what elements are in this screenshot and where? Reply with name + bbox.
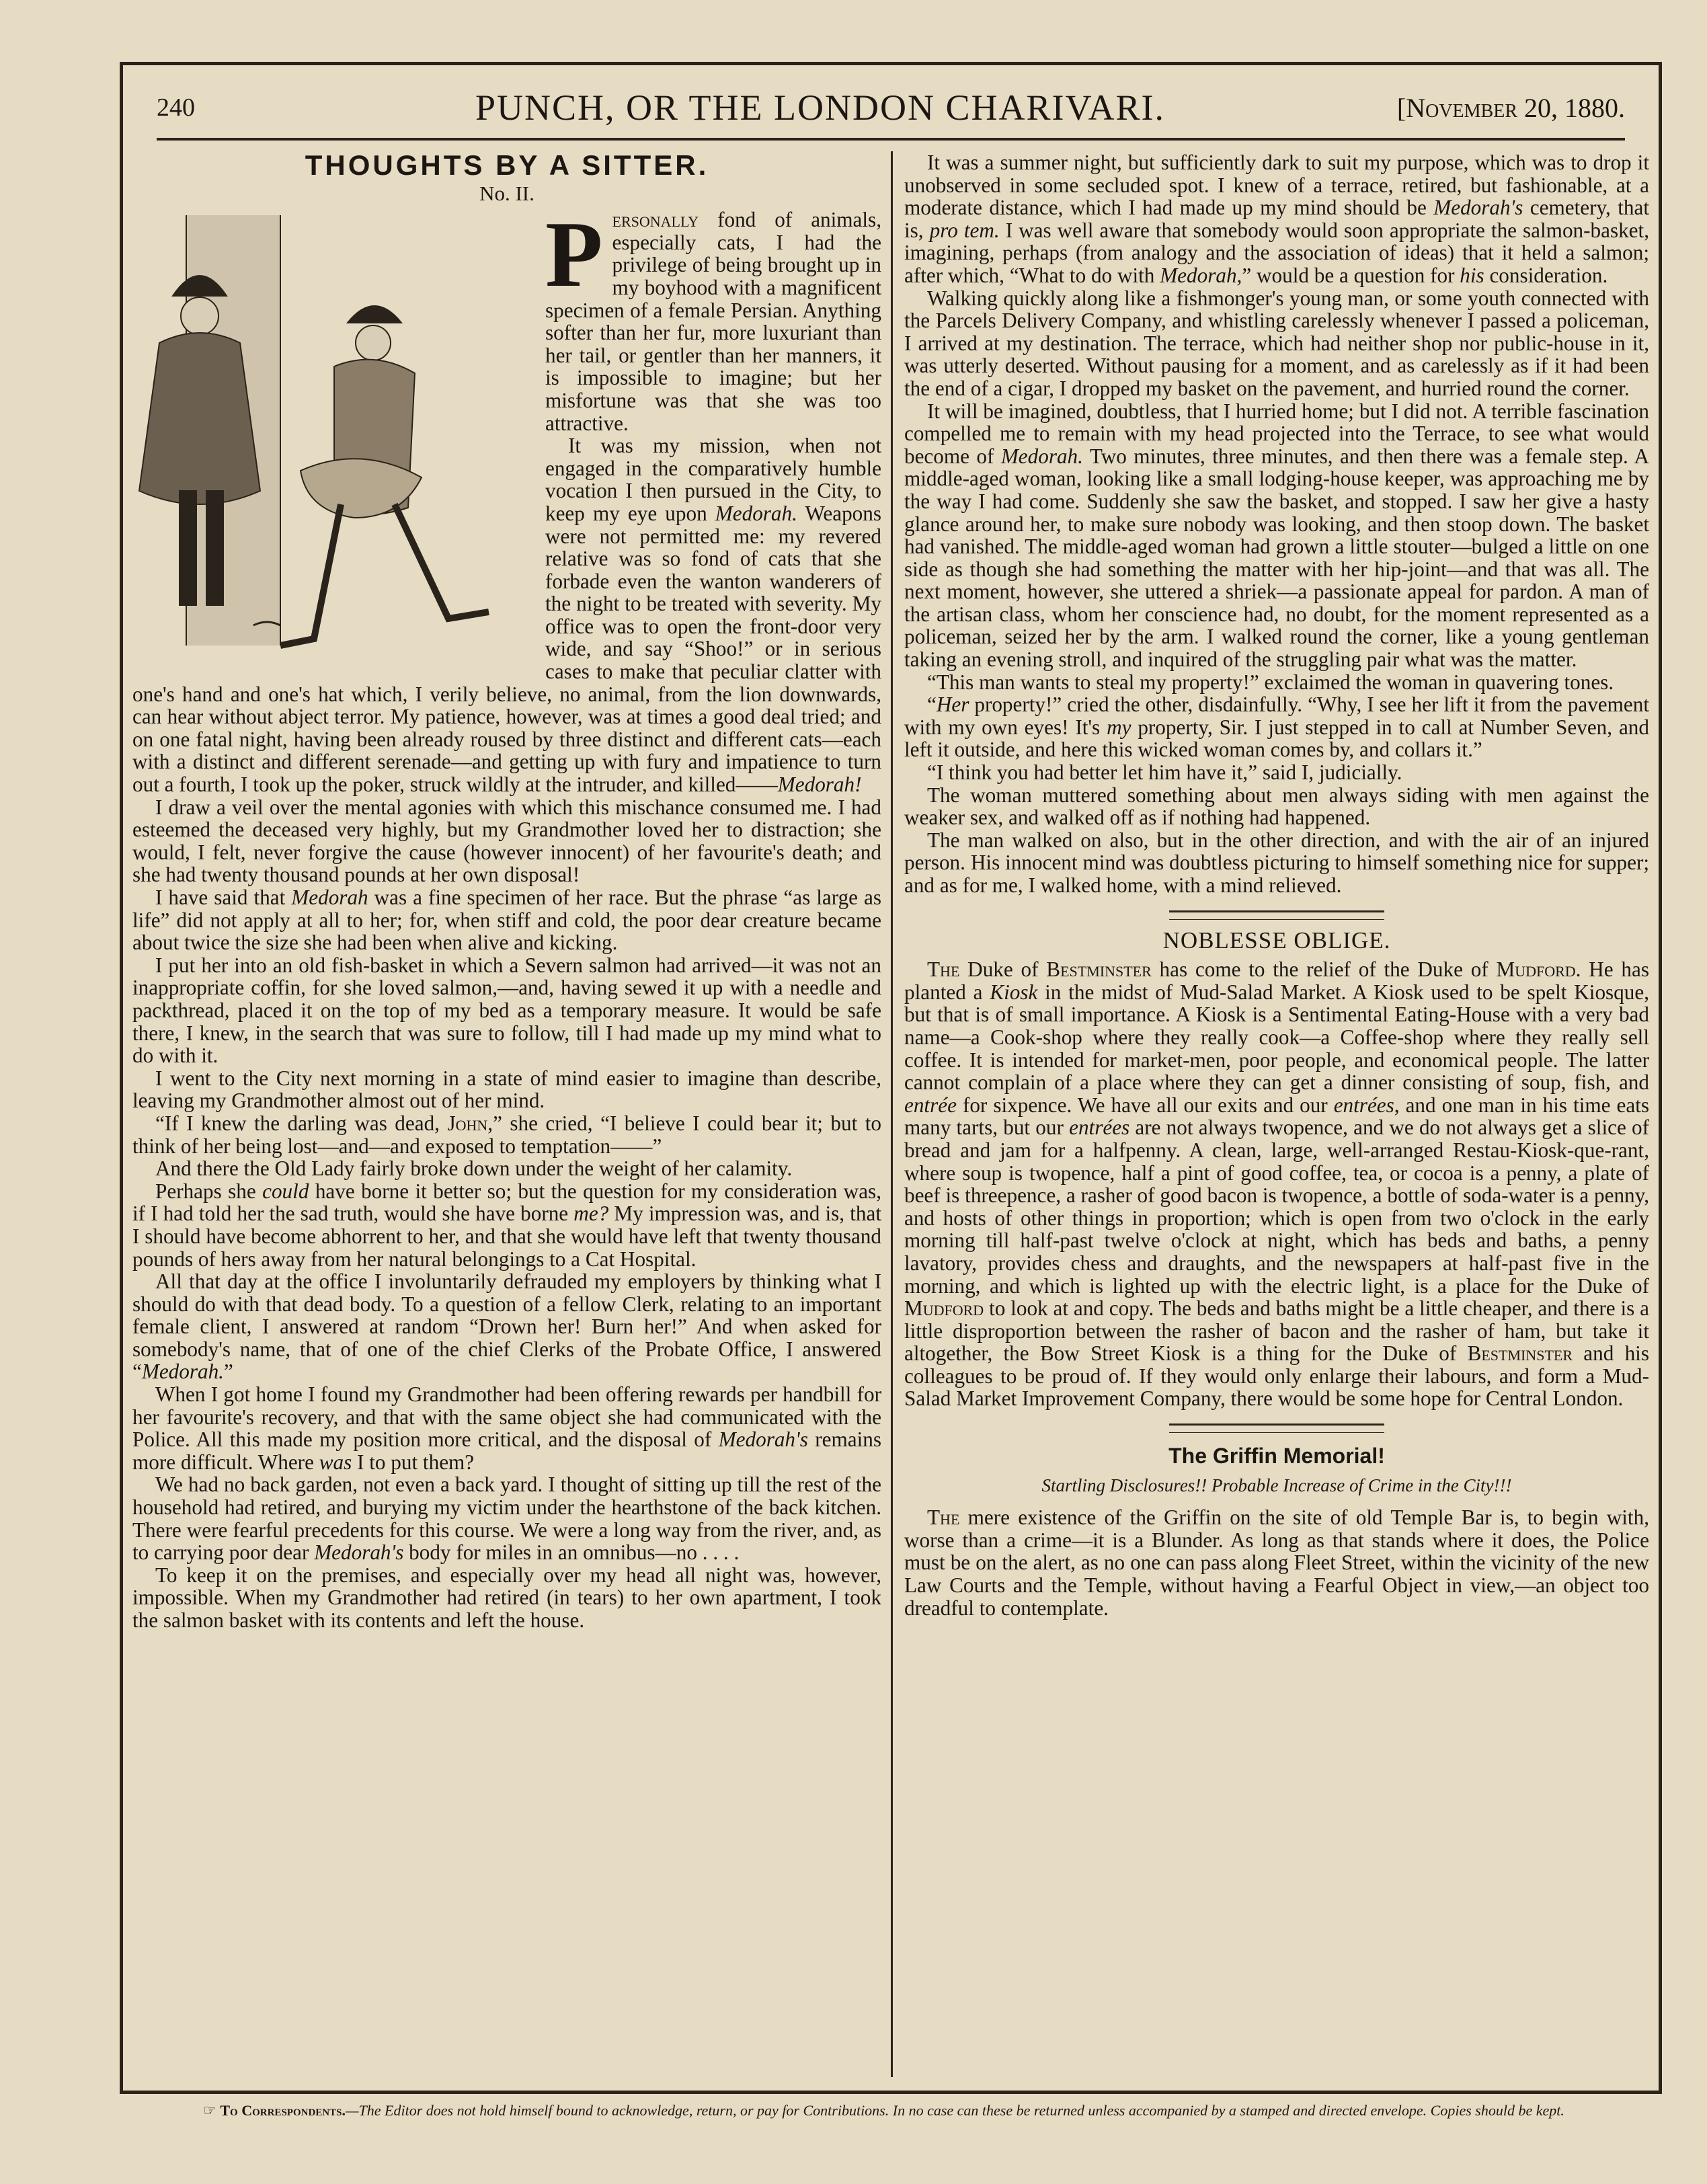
footer-notice [134,2102,1633,2119]
page-header [157,77,1625,141]
paragraph: All that day at the office I involuntarily defrauded my employers by thinking what I should do with that dead body. To a question of a fellow Clerk, relating to an important female client, I answered at random “Drown her! Burn her!” And when asked for somebody's name, that of one of the chief Clerks of the Probate Office, I answered “Medorah.” [132,1270,881,1384]
paragraph: It was a summer night, but sufficiently dark to suit my purpose, which was to drop it unobserved in some secluded spot. I knew of a terrace, retired, but fashionable, at a moderate distance, which I had made up my mind should be Medorah's cemetery, that is, pro tem. I was well aware that somebody would soon appropriate the salmon-basket, imagining, perhaps (from analogy and the association of ideas) that it held a salmon; after which, “What to do with Medorah,” would be a question for his consideration. [904,151,1649,287]
article-title: NOBLESSE OBLIGE. [1162,927,1391,953]
masthead-title: PUNCH, OR THE LONDON CHARIVARI. [475,87,1166,128]
paragraph: It was my mission, when not engaged in the comparatively humble vocation I then pursued in the City, to keep my eye upon Medorah. Weapons were not permitted me: my revered relative was so fond of cats that she forbade even the wanton wanderers of the night to be treated with severity. My office was to open the front-door very wide, and say “Shoo!” or in serious cases to make that peculiar clatter with one's hand and one's hat which, I verily believe, no animal, from the lion downwards, can hear without abject terror. My patience, however, was at times a good deal tried; and on one fatal night, having been already roused by three distinct and different cats—each with a distinct and different serenade—and getting up with fury and impatience to turn out a fourth, I took up the poker, struck wildly at the intruder, and killed——Medorah! [132,434,881,797]
paragraph: It will be imagined, doubtless, that I hurried home; but I did not. A terrible fascination compelled me to remain with my head projected into the Terrace, to see what would become of Medorah. Two minutes, three minutes, and then there was a female step. A middle-aged woman, looking like a small lodging-house keeper, was approaching me by the way I had come. Suddenly she saw the basket, and stopped. I saw her give a hasty glance around her, to make sure nobody was looking, and then stoop down. The basket had vanished. The middle-aged woman had grown a little stouter—bulged a little on one side as though she had something the matter with her hip-joint—and that was all. The next moment, however, she uttered a shriek—a passionate appeal for pardon. A man of the artisan class, whom her conscience had, no doubt, for the moment represented as a policeman, seized her by the arm. I walked round the corner, like a young gentleman taking an evening stroll, and inquired of the struggling pair what was the matter. [904,399,1649,672]
paragraph: The man walked on also, but in the other direction, and with the air of an injured person. His innocent mind was doubtless picturing to himself something nice for supper; and as for me, I walked home, with a mind relieved. [904,828,1649,897]
footer-lead: To Correspondents. [220,2102,346,2119]
paragraph: And there the Old Lady fairly broke down under the weight of her calamity. [155,1157,793,1181]
paragraph: The Duke of Bestminster has come to the relief of the Duke of Mudford. He has planted a Kiosk in the midst of Mud-Salad Market. A Kiosk used to be spelt Kiosque, but that is of small importance. A Kiosk is a Sentimental Eating-House with a very bad name—a Cook-shop where they really cook—a Coffee-shop where they really sell coffee. It is intended for market-men, poor people, and economical people. The latter cannot complain of a place where they can get a dinner consisting of soup, fish, and entrée for sixpence. We have all our exits and our entrées, and one man in his time eats many tarts, but our entrées are not always twopence, and we do not always get a slice of bread and jam for a halfpenny. A clean, large, well-arranged Restau-Kiosk-que-rant, where soup is twopence, half a pint of good coffee, tea, or cocoa is a penny, a plate of beef is threepence, a rasher of good bacon is twopence, a bottle of soda-water is a penny, and hosts of other things in proportion; which is open from two o'clock in the early morning till half-past twelve o'clock at night, which has beds and baths, a penny lavatory, provides chess and draughts, and the newspapers at half-past five in the morning, and which is lighted up with the electric light, is a place for the Duke of Mudford to look at and copy. The beds and baths might be a little cheaper, and there is a little disproportion between the rasher of bacon and the rasher of ham, but take it altogether, the Bow Street Kiosk is a thing for the Duke of Bestminster and his colleagues to be proud of. If they would only enlarge their labours, and form a Mud-Salad Market Improvement Company, there would be some hope for Central London. [904,958,1650,1411]
paragraph: I put her into an old fish-basket in which a Severn salmon had arrived—it was not an inappropriate coffin, for she loved salmon,—and, having sewed it up with a needle and packthread, placed it on the top of my bed as a temporary measure. It would be safe there, I knew, in the search that was sure to follow, till I had made up my mind what to do with it. [132,953,881,1068]
article-title: The Griffin Memorial! [1168,1444,1385,1469]
illustration-policeman-and-clerk [132,208,539,666]
drop-cap: P [545,202,603,307]
paragraph: ersonally fond of animals, especially cats, I had the privilege of being brought up in my boyhood with a magnificent specimen of a female Persian. Anything softer than her fur, more luxuriant than her tail, or gentler than her manners, it is impossible to imagine; but her misfortune was that she was too attractive. [545,208,881,435]
issue-date [1309,92,1625,124]
paragraph: “If I knew the darling was dead, John,” she cried, “I believe I could bear it; but to think of her being lost—and—and exposed to temptation——” [132,1111,882,1158]
article-title: THOUGHTS BY A SITTER. [305,149,709,181]
left-column [132,151,881,2077]
paragraph: “Her property!” cried the other, disdainfully. “Why, I see her lift it from the pavement with my own eyes! It's my property, Sir. I just stepped in to call at Number Seven, and left it outside, and here this wicked woman comes by, and collars it.” [904,693,1649,762]
paragraph: I draw a veil over the mental agonies with which this mischance consumed me. I had esteemed the deceased very highly, but my Grandmother loved her to distraction; she would, I felt, never forgive the cause (however innocent) of her favourite's death; and she had twenty thousand pounds at her own disposal! [132,795,881,887]
article-subtitle: Startling Disclosures!! Probable Increase of Crime in the City!!! [1041,1475,1512,1495]
paragraph: To keep it on the premises, and especially over my head all night was, however, impossible. When my Grandmother had retired (in tears) to her own apartment, I took the salmon basket with its contents and left the house. [132,1563,881,1632]
page-frame [120,62,1662,2094]
paragraph: I went to the City next morning in a state of mind easier to imagine than describe, leaving my Grandmother almost out of her mind. [132,1066,881,1113]
paragraph: Perhaps she could have borne it better so; but the question for my consideration was, if I had told her the sad truth, would she have borne me? My impression was, and is, that I should have become abhorrent to her, and that she would have left that twenty thousand pounds of hers away from her natural belongings to a Cat Hospital. [132,1179,881,1271]
paragraph: I have said that Medorah was a fine specimen of her race. But the phrase “as large as life” did not apply at all to her; for, when stiff and cold, the poor dear creature became about twice the size she had been when alive and kicking. [132,886,881,955]
paragraph: The mere existence of the Griffin on the site of old Temple Bar is, to begin with, worse than a crime—it is a Blunder. As long as that stands where it does, the Police must be on the alert, as no one can pass along Fleet Street, within the vicinity of the new Law Courts and the Temple, without having a Fearful Object in view,—an object too dreadful to contemplate. [904,1506,1649,1620]
paragraph: When I got home I found my Grandmother had been offering rewards per handbill for her favourite's recovery, and that with the same object she had communicated with the Police. All this made my position more critical, and the disposal of Medorah's remains more difficult. Where was I to put them? [132,1382,881,1474]
right-column [904,151,1649,2077]
article-subtitle: No. II. [479,181,534,205]
section-rule [1169,910,1384,920]
paragraph: “This man wants to steal my property!” exclaimed the woman in quavering tones. [927,670,1614,694]
issue-date-text: [November 20, 1880. [1396,92,1625,123]
column-divider [891,151,893,2077]
footer-text: —The Editor does not hold himself bound to acknowledge, return, or pay for Contributions. In no case can these be returned unless accompanied by a stamped and directed envelope. Copies should be kept. [345,2102,1564,2119]
paragraph: We had no back garden, not even a back yard. I thought of sitting up till the rest of the household had retired, and burying my victim under the hearthstone of the back kitchen. There were fearful precedents for this course. We were a long way from the river, and, as to carrying poor dear Medorah's body for miles in an omnibus—no . . . . [132,1473,881,1565]
page-number: 240 [157,93,195,122]
section-rule [1169,1424,1384,1433]
pointing-hand-icon: ☞ [203,2102,216,2119]
paragraph: Walking quickly along like a fishmonger's young man, or some youth connected with the Parcels Delivery Company, and whistling carelessly whenever I passed a policeman, I arrived at my destination. The terrace, which had neither shop nor public-house in it, was utterly deserted. Without pausing for a moment, and as carelessly as if it had been the end of a cigar, I dropped my basket on the pavement, and hurried round the corner. [904,286,1649,400]
paragraph: The woman muttered something about men always siding with men against the weaker sex, and walked off as if nothing had happened. [904,783,1649,830]
paragraph: “I think you had better let him have it,” said I, judicially. [927,760,1402,785]
